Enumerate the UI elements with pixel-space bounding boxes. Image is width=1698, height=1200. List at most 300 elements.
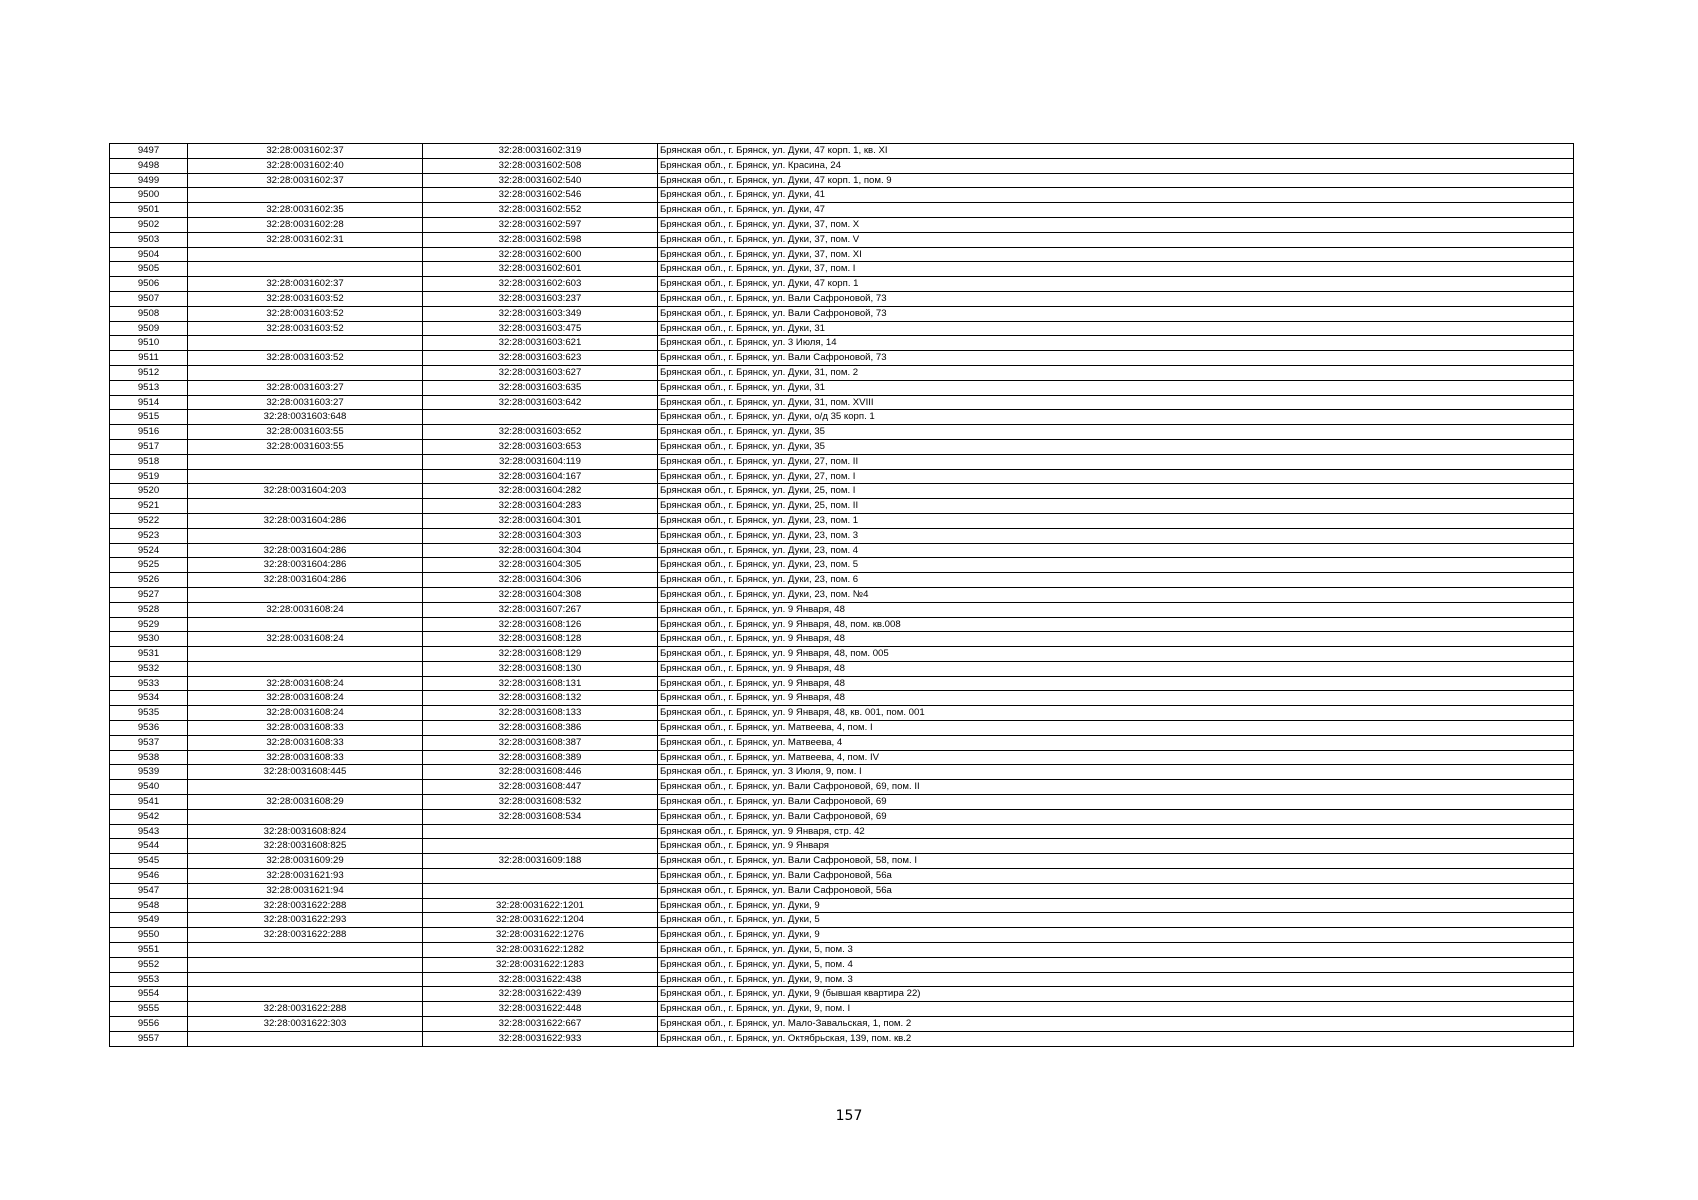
- table-row: [110, 573, 1574, 588]
- object-cadastral-number-cell: 32:28:0031602:603: [423, 277, 658, 292]
- table-row: [110, 839, 1574, 854]
- object-cadastral-number-cell: 32:28:0031604:304: [423, 543, 658, 558]
- table-row: [110, 676, 1574, 691]
- address-cell: Брянская обл., г. Брянск, ул. Дуки, 47 корп. 1, кв. XI: [658, 144, 1574, 159]
- land-cadastral-number-cell: [188, 957, 423, 972]
- object-cadastral-number-cell: 32:28:0031608:128: [423, 632, 658, 647]
- land-cadastral-number-cell: [188, 528, 423, 543]
- object-cadastral-number-cell: 32:28:0031603:475: [423, 321, 658, 336]
- address-cell: Брянская обл., г. Брянск, ул. Дуки, 31, пом. XVIII: [658, 395, 1574, 410]
- land-cadastral-number-cell: 32:28:0031603:648: [188, 410, 423, 425]
- row-number-cell: 9515: [110, 410, 188, 425]
- row-number-cell: 9518: [110, 454, 188, 469]
- object-cadastral-number-cell: 32:28:0031604:308: [423, 587, 658, 602]
- land-cadastral-number-cell: 32:28:0031604:203: [188, 484, 423, 499]
- row-number-cell: 9497: [110, 144, 188, 159]
- address-cell: Брянская обл., г. Брянск, ул. 9 Января, 48, кв. 001, пом. 001: [658, 706, 1574, 721]
- object-cadastral-number-cell: 32:28:0031622:1204: [423, 913, 658, 928]
- row-number-cell: 9538: [110, 750, 188, 765]
- address-cell: Брянская обл., г. Брянск, ул. Дуки, 9: [658, 928, 1574, 943]
- land-cadastral-number-cell: 32:28:0031602:28: [188, 217, 423, 232]
- table-row: [110, 528, 1574, 543]
- land-cadastral-number-cell: [188, 780, 423, 795]
- table-row: [110, 913, 1574, 928]
- row-number-cell: 9510: [110, 336, 188, 351]
- object-cadastral-number-cell: [423, 869, 658, 884]
- object-cadastral-number-cell: [423, 410, 658, 425]
- address-cell: Брянская обл., г. Брянск, ул. Дуки, 5, пом. 4: [658, 957, 1574, 972]
- row-number-cell: 9508: [110, 306, 188, 321]
- table-row: [110, 543, 1574, 558]
- address-cell: Брянская обл., г. Брянск, ул. Дуки, 35: [658, 439, 1574, 454]
- table-row: [110, 1017, 1574, 1032]
- table-row: [110, 898, 1574, 913]
- address-cell: Брянская обл., г. Брянск, ул. Дуки, 9, пом. I: [658, 1002, 1574, 1017]
- object-cadastral-number-cell: 32:28:0031604:306: [423, 573, 658, 588]
- row-number-cell: 9545: [110, 854, 188, 869]
- table-row: [110, 1002, 1574, 1017]
- table-row: [110, 809, 1574, 824]
- table-row: [110, 439, 1574, 454]
- row-number-cell: 9557: [110, 1031, 188, 1046]
- row-number-cell: 9511: [110, 351, 188, 366]
- table-row: [110, 632, 1574, 647]
- land-cadastral-number-cell: [188, 336, 423, 351]
- address-cell: Брянская обл., г. Брянск, ул. Матвеева, 4, пом. I: [658, 721, 1574, 736]
- land-cadastral-number-cell: [188, 469, 423, 484]
- address-cell: Брянская обл., г. Брянск, ул. Дуки, 23, пом. №4: [658, 587, 1574, 602]
- table-row: [110, 972, 1574, 987]
- table-row: [110, 336, 1574, 351]
- row-number-cell: 9513: [110, 380, 188, 395]
- address-cell: Брянская обл., г. Брянск, ул. Дуки, 23, пом. 4: [658, 543, 1574, 558]
- land-cadastral-number-cell: [188, 647, 423, 662]
- land-cadastral-number-cell: [188, 499, 423, 514]
- row-number-cell: 9530: [110, 632, 188, 647]
- address-cell: Брянская обл., г. Брянск, ул. Вали Сафроновой, 56а: [658, 883, 1574, 898]
- address-cell: Брянская обл., г. Брянск, ул. 9 Января, 48, пом. 005: [658, 647, 1574, 662]
- land-cadastral-number-cell: 32:28:0031604:286: [188, 543, 423, 558]
- row-number-cell: 9516: [110, 425, 188, 440]
- object-cadastral-number-cell: 32:28:0031604:282: [423, 484, 658, 499]
- land-cadastral-number-cell: [188, 247, 423, 262]
- object-cadastral-number-cell: [423, 824, 658, 839]
- object-cadastral-number-cell: 32:28:0031604:167: [423, 469, 658, 484]
- object-cadastral-number-cell: 32:28:0031622:933: [423, 1031, 658, 1046]
- land-cadastral-number-cell: 32:28:0031621:93: [188, 869, 423, 884]
- land-cadastral-number-cell: 32:28:0031608:24: [188, 691, 423, 706]
- address-cell: Брянская обл., г. Брянск, ул. Дуки, 27, пом. II: [658, 454, 1574, 469]
- land-cadastral-number-cell: 32:28:0031602:37: [188, 277, 423, 292]
- object-cadastral-number-cell: 32:28:0031602:600: [423, 247, 658, 262]
- address-cell: Брянская обл., г. Брянск, ул. Вали Сафроновой, 56а: [658, 869, 1574, 884]
- table-row: [110, 144, 1574, 159]
- row-number-cell: 9542: [110, 809, 188, 824]
- land-cadastral-number-cell: 32:28:0031608:24: [188, 676, 423, 691]
- row-number-cell: 9548: [110, 898, 188, 913]
- object-cadastral-number-cell: 32:28:0031603:652: [423, 425, 658, 440]
- land-cadastral-number-cell: 32:28:0031602:37: [188, 173, 423, 188]
- land-cadastral-number-cell: 32:28:0031604:286: [188, 513, 423, 528]
- table-row: [110, 217, 1574, 232]
- object-cadastral-number-cell: 32:28:0031608:130: [423, 661, 658, 676]
- address-cell: Брянская обл., г. Брянск, ул. Дуки, 47 корп. 1, пом. 9: [658, 173, 1574, 188]
- object-cadastral-number-cell: 32:28:0031604:283: [423, 499, 658, 514]
- object-cadastral-number-cell: 32:28:0031608:131: [423, 676, 658, 691]
- land-cadastral-number-cell: 32:28:0031602:35: [188, 203, 423, 218]
- row-number-cell: 9533: [110, 676, 188, 691]
- row-number-cell: 9529: [110, 617, 188, 632]
- land-cadastral-number-cell: 32:28:0031602:40: [188, 158, 423, 173]
- land-cadastral-number-cell: 32:28:0031608:24: [188, 632, 423, 647]
- row-number-cell: 9520: [110, 484, 188, 499]
- land-cadastral-number-cell: 32:28:0031608:825: [188, 839, 423, 854]
- address-cell: Брянская обл., г. Брянск, ул. Дуки, 9, пом. 3: [658, 972, 1574, 987]
- table-row: [110, 883, 1574, 898]
- table-row: [110, 513, 1574, 528]
- address-cell: Брянская обл., г. Брянск, ул. Дуки, 41: [658, 188, 1574, 203]
- land-cadastral-number-cell: [188, 617, 423, 632]
- land-cadastral-number-cell: [188, 943, 423, 958]
- address-cell: Брянская обл., г. Брянск, ул. 9 Января, 48: [658, 676, 1574, 691]
- object-cadastral-number-cell: 32:28:0031622:448: [423, 1002, 658, 1017]
- row-number-cell: 9521: [110, 499, 188, 514]
- land-cadastral-number-cell: 32:28:0031608:33: [188, 750, 423, 765]
- address-cell: Брянская обл., г. Брянск, ул. Дуки, 23, пом. 5: [658, 558, 1574, 573]
- land-cadastral-number-cell: 32:28:0031603:52: [188, 291, 423, 306]
- table-row: [110, 395, 1574, 410]
- address-cell: Брянская обл., г. Брянск, ул. 3 Июля, 14: [658, 336, 1574, 351]
- row-number-cell: 9549: [110, 913, 188, 928]
- address-cell: Брянская обл., г. Брянск, ул. Дуки, 31: [658, 380, 1574, 395]
- address-cell: Брянская обл., г. Брянск, ул. 9 Января, 48: [658, 661, 1574, 676]
- land-cadastral-number-cell: 32:28:0031608:24: [188, 602, 423, 617]
- row-number-cell: 9504: [110, 247, 188, 262]
- address-cell: Брянская обл., г. Брянск, ул. Вали Сафроновой, 69, пом. II: [658, 780, 1574, 795]
- table-row: [110, 291, 1574, 306]
- land-cadastral-number-cell: 32:28:0031622:303: [188, 1017, 423, 1032]
- land-cadastral-number-cell: 32:28:0031608:29: [188, 795, 423, 810]
- object-cadastral-number-cell: [423, 883, 658, 898]
- object-cadastral-number-cell: 32:28:0031603:642: [423, 395, 658, 410]
- row-number-cell: 9537: [110, 735, 188, 750]
- table-row: [110, 365, 1574, 380]
- row-number-cell: 9519: [110, 469, 188, 484]
- table-row: [110, 484, 1574, 499]
- table-row: [110, 647, 1574, 662]
- land-cadastral-number-cell: 32:28:0031604:286: [188, 573, 423, 588]
- object-cadastral-number-cell: 32:28:0031602:540: [423, 173, 658, 188]
- address-cell: Брянская обл., г. Брянск, ул. Дуки, 31: [658, 321, 1574, 336]
- address-cell: Брянская обл., г. Брянск, ул. Дуки, 25, пом. II: [658, 499, 1574, 514]
- object-cadastral-number-cell: 32:28:0031602:552: [423, 203, 658, 218]
- address-cell: Брянская обл., г. Брянск, ул. 3 Июля, 9, пом. I: [658, 765, 1574, 780]
- row-number-cell: 9543: [110, 824, 188, 839]
- address-cell: Брянская обл., г. Брянск, ул. Дуки, 47 корп. 1: [658, 277, 1574, 292]
- table-row: [110, 957, 1574, 972]
- address-cell: Брянская обл., г. Брянск, ул. Октябрьская, 139, пом. кв.2: [658, 1031, 1574, 1046]
- row-number-cell: 9503: [110, 232, 188, 247]
- address-cell: Брянская обл., г. Брянск, ул. Дуки, 23, пом. 1: [658, 513, 1574, 528]
- table-row: [110, 765, 1574, 780]
- land-cadastral-number-cell: [188, 987, 423, 1002]
- land-cadastral-number-cell: [188, 454, 423, 469]
- cadastral-registry-table: [109, 143, 1574, 1047]
- object-cadastral-number-cell: 32:28:0031603:349: [423, 306, 658, 321]
- object-cadastral-number-cell: 32:28:0031604:305: [423, 558, 658, 573]
- address-cell: Брянская обл., г. Брянск, ул. Матвеева, 4, пом. IV: [658, 750, 1574, 765]
- object-cadastral-number-cell: 32:28:0031604:303: [423, 528, 658, 543]
- land-cadastral-number-cell: [188, 587, 423, 602]
- address-cell: Брянская обл., г. Брянск, ул. Дуки, 23, пом. 6: [658, 573, 1574, 588]
- row-number-cell: 9501: [110, 203, 188, 218]
- row-number-cell: 9514: [110, 395, 188, 410]
- row-number-cell: 9554: [110, 987, 188, 1002]
- table-row: [110, 661, 1574, 676]
- row-number-cell: 9522: [110, 513, 188, 528]
- object-cadastral-number-cell: 32:28:0031603:627: [423, 365, 658, 380]
- object-cadastral-number-cell: 32:28:0031604:119: [423, 454, 658, 469]
- object-cadastral-number-cell: 32:28:0031603:635: [423, 380, 658, 395]
- row-number-cell: 9547: [110, 883, 188, 898]
- table-row: [110, 558, 1574, 573]
- table-row: [110, 691, 1574, 706]
- table-row: [110, 454, 1574, 469]
- land-cadastral-number-cell: 32:28:0031622:288: [188, 928, 423, 943]
- table-row: [110, 750, 1574, 765]
- row-number-cell: 9506: [110, 277, 188, 292]
- page-number: 157: [835, 1108, 863, 1124]
- table-row: [110, 824, 1574, 839]
- table-row: [110, 232, 1574, 247]
- object-cadastral-number-cell: 32:28:0031608:386: [423, 721, 658, 736]
- object-cadastral-number-cell: 32:28:0031608:447: [423, 780, 658, 795]
- row-number-cell: 9556: [110, 1017, 188, 1032]
- row-number-cell: 9505: [110, 262, 188, 277]
- address-cell: Брянская обл., г. Брянск, ул. Дуки, 37, пом. V: [658, 232, 1574, 247]
- row-number-cell: 9550: [110, 928, 188, 943]
- object-cadastral-number-cell: 32:28:0031603:653: [423, 439, 658, 454]
- address-cell: Брянская обл., г. Брянск, ул. Вали Сафроновой, 73: [658, 291, 1574, 306]
- object-cadastral-number-cell: 32:28:0031608:132: [423, 691, 658, 706]
- registry-table-body: [110, 144, 1574, 1047]
- object-cadastral-number-cell: 32:28:0031602:597: [423, 217, 658, 232]
- land-cadastral-number-cell: [188, 972, 423, 987]
- address-cell: Брянская обл., г. Брянск, ул. Дуки, 25, пом. I: [658, 484, 1574, 499]
- table-row: [110, 706, 1574, 721]
- row-number-cell: 9498: [110, 158, 188, 173]
- land-cadastral-number-cell: [188, 809, 423, 824]
- table-row: [110, 351, 1574, 366]
- object-cadastral-number-cell: 32:28:0031607:267: [423, 602, 658, 617]
- row-number-cell: 9535: [110, 706, 188, 721]
- row-number-cell: 9509: [110, 321, 188, 336]
- row-number-cell: 9524: [110, 543, 188, 558]
- table-row: [110, 425, 1574, 440]
- land-cadastral-number-cell: 32:28:0031608:33: [188, 735, 423, 750]
- row-number-cell: 9532: [110, 661, 188, 676]
- row-number-cell: 9523: [110, 528, 188, 543]
- land-cadastral-number-cell: [188, 661, 423, 676]
- land-cadastral-number-cell: 32:28:0031603:27: [188, 380, 423, 395]
- table-row: [110, 262, 1574, 277]
- land-cadastral-number-cell: 32:28:0031621:94: [188, 883, 423, 898]
- table-row: [110, 587, 1574, 602]
- object-cadastral-number-cell: 32:28:0031608:387: [423, 735, 658, 750]
- land-cadastral-number-cell: 32:28:0031603:27: [188, 395, 423, 410]
- address-cell: Брянская обл., г. Брянск, ул. Матвеева, 4: [658, 735, 1574, 750]
- land-cadastral-number-cell: 32:28:0031622:288: [188, 898, 423, 913]
- address-cell: Брянская обл., г. Брянск, ул. Дуки, 31, пом. 2: [658, 365, 1574, 380]
- row-number-cell: 9500: [110, 188, 188, 203]
- table-row: [110, 321, 1574, 336]
- land-cadastral-number-cell: 32:28:0031603:52: [188, 321, 423, 336]
- row-number-cell: 9540: [110, 780, 188, 795]
- land-cadastral-number-cell: 32:28:0031603:52: [188, 306, 423, 321]
- object-cadastral-number-cell: 32:28:0031603:623: [423, 351, 658, 366]
- row-number-cell: 9499: [110, 173, 188, 188]
- land-cadastral-number-cell: 32:28:0031622:293: [188, 913, 423, 928]
- row-number-cell: 9555: [110, 1002, 188, 1017]
- land-cadastral-number-cell: 32:28:0031609:29: [188, 854, 423, 869]
- land-cadastral-number-cell: 32:28:0031608:33: [188, 721, 423, 736]
- object-cadastral-number-cell: 32:28:0031608:133: [423, 706, 658, 721]
- table-row: [110, 380, 1574, 395]
- table-row: [110, 943, 1574, 958]
- land-cadastral-number-cell: 32:28:0031608:24: [188, 706, 423, 721]
- object-cadastral-number-cell: 32:28:0031608:126: [423, 617, 658, 632]
- address-cell: Брянская обл., г. Брянск, ул. Дуки, 47: [658, 203, 1574, 218]
- land-cadastral-number-cell: 32:28:0031602:37: [188, 144, 423, 159]
- row-number-cell: 9544: [110, 839, 188, 854]
- table-row: [110, 869, 1574, 884]
- table-row: [110, 795, 1574, 810]
- object-cadastral-number-cell: 32:28:0031608:534: [423, 809, 658, 824]
- row-number-cell: 9526: [110, 573, 188, 588]
- object-cadastral-number-cell: 32:28:0031608:389: [423, 750, 658, 765]
- object-cadastral-number-cell: 32:28:0031622:667: [423, 1017, 658, 1032]
- table-row: [110, 721, 1574, 736]
- table-row: [110, 928, 1574, 943]
- row-number-cell: 9527: [110, 587, 188, 602]
- object-cadastral-number-cell: 32:28:0031622:438: [423, 972, 658, 987]
- address-cell: Брянская обл., г. Брянск, ул. 9 Января, 48: [658, 602, 1574, 617]
- address-cell: Брянская обл., г. Брянск, ул. 9 Января, 48: [658, 632, 1574, 647]
- address-cell: Брянская обл., г. Брянск, ул. Вали Сафроновой, 58, пом. I: [658, 854, 1574, 869]
- address-cell: Брянская обл., г. Брянск, ул. Вали Сафроновой, 73: [658, 351, 1574, 366]
- object-cadastral-number-cell: 32:28:0031603:237: [423, 291, 658, 306]
- address-cell: Брянская обл., г. Брянск, ул. Красина, 24: [658, 158, 1574, 173]
- object-cadastral-number-cell: 32:28:0031608:446: [423, 765, 658, 780]
- table-row: [110, 306, 1574, 321]
- address-cell: Брянская обл., г. Брянск, ул. Дуки, 37, пом. XI: [658, 247, 1574, 262]
- address-cell: Брянская обл., г. Брянск, ул. Дуки, о/д 35 корп. 1: [658, 410, 1574, 425]
- land-cadastral-number-cell: 32:28:0031603:55: [188, 439, 423, 454]
- address-cell: Брянская обл., г. Брянск, ул. 9 Января, 48: [658, 691, 1574, 706]
- row-number-cell: 9512: [110, 365, 188, 380]
- address-cell: Брянская обл., г. Брянск, ул. Дуки, 37, пом. I: [658, 262, 1574, 277]
- table-row: [110, 602, 1574, 617]
- row-number-cell: 9517: [110, 439, 188, 454]
- address-cell: Брянская обл., г. Брянск, ул. 9 Января: [658, 839, 1574, 854]
- row-number-cell: 9531: [110, 647, 188, 662]
- address-cell: Брянская обл., г. Брянск, ул. Дуки, 37, пом. X: [658, 217, 1574, 232]
- land-cadastral-number-cell: [188, 188, 423, 203]
- land-cadastral-number-cell: 32:28:0031603:52: [188, 351, 423, 366]
- land-cadastral-number-cell: 32:28:0031603:55: [188, 425, 423, 440]
- object-cadastral-number-cell: 32:28:0031602:598: [423, 232, 658, 247]
- row-number-cell: 9553: [110, 972, 188, 987]
- table-row: [110, 410, 1574, 425]
- object-cadastral-number-cell: 32:28:0031603:621: [423, 336, 658, 351]
- row-number-cell: 9541: [110, 795, 188, 810]
- land-cadastral-number-cell: 32:28:0031604:286: [188, 558, 423, 573]
- address-cell: Брянская обл., г. Брянск, ул. Вали Сафроновой, 73: [658, 306, 1574, 321]
- object-cadastral-number-cell: 32:28:0031608:532: [423, 795, 658, 810]
- object-cadastral-number-cell: 32:28:0031609:188: [423, 854, 658, 869]
- table-row: [110, 203, 1574, 218]
- object-cadastral-number-cell: 32:28:0031622:1201: [423, 898, 658, 913]
- address-cell: Брянская обл., г. Брянск, ул. Дуки, 9 (бывшая квартира 22): [658, 987, 1574, 1002]
- table-row: [110, 277, 1574, 292]
- land-cadastral-number-cell: [188, 365, 423, 380]
- address-cell: Брянская обл., г. Брянск, ул. Дуки, 23, пом. 3: [658, 528, 1574, 543]
- table-row: [110, 499, 1574, 514]
- address-cell: Брянская обл., г. Брянск, ул. 9 Января, стр. 42: [658, 824, 1574, 839]
- address-cell: Брянская обл., г. Брянск, ул. Вали Сафроновой, 69: [658, 795, 1574, 810]
- table-row: [110, 188, 1574, 203]
- address-cell: Брянская обл., г. Брянск, ул. Дуки, 35: [658, 425, 1574, 440]
- object-cadastral-number-cell: 32:28:0031608:129: [423, 647, 658, 662]
- row-number-cell: 9525: [110, 558, 188, 573]
- address-cell: Брянская обл., г. Брянск, ул. Дуки, 5: [658, 913, 1574, 928]
- address-cell: Брянская обл., г. Брянск, ул. Дуки, 5, пом. 3: [658, 943, 1574, 958]
- table-row: [110, 780, 1574, 795]
- object-cadastral-number-cell: 32:28:0031622:1276: [423, 928, 658, 943]
- row-number-cell: 9539: [110, 765, 188, 780]
- table-row: [110, 735, 1574, 750]
- row-number-cell: 9528: [110, 602, 188, 617]
- row-number-cell: 9546: [110, 869, 188, 884]
- object-cadastral-number-cell: 32:28:0031602:546: [423, 188, 658, 203]
- row-number-cell: 9552: [110, 957, 188, 972]
- row-number-cell: 9507: [110, 291, 188, 306]
- address-cell: Брянская обл., г. Брянск, ул. Дуки, 9: [658, 898, 1574, 913]
- address-cell: Брянская обл., г. Брянск, ул. Дуки, 27, пом. I: [658, 469, 1574, 484]
- object-cadastral-number-cell: 32:28:0031622:1283: [423, 957, 658, 972]
- object-cadastral-number-cell: 32:28:0031604:301: [423, 513, 658, 528]
- table-row: [110, 617, 1574, 632]
- land-cadastral-number-cell: 32:28:0031602:31: [188, 232, 423, 247]
- row-number-cell: 9502: [110, 217, 188, 232]
- table-row: [110, 173, 1574, 188]
- land-cadastral-number-cell: [188, 262, 423, 277]
- table-row: [110, 469, 1574, 484]
- object-cadastral-number-cell: [423, 839, 658, 854]
- object-cadastral-number-cell: 32:28:0031602:601: [423, 262, 658, 277]
- object-cadastral-number-cell: 32:28:0031602:319: [423, 144, 658, 159]
- row-number-cell: 9534: [110, 691, 188, 706]
- row-number-cell: 9551: [110, 943, 188, 958]
- table-row: [110, 987, 1574, 1002]
- table-row: [110, 854, 1574, 869]
- table-row: [110, 158, 1574, 173]
- object-cadastral-number-cell: 32:28:0031622:1282: [423, 943, 658, 958]
- row-number-cell: 9536: [110, 721, 188, 736]
- object-cadastral-number-cell: 32:28:0031622:439: [423, 987, 658, 1002]
- object-cadastral-number-cell: 32:28:0031602:508: [423, 158, 658, 173]
- table-row: [110, 1031, 1574, 1046]
